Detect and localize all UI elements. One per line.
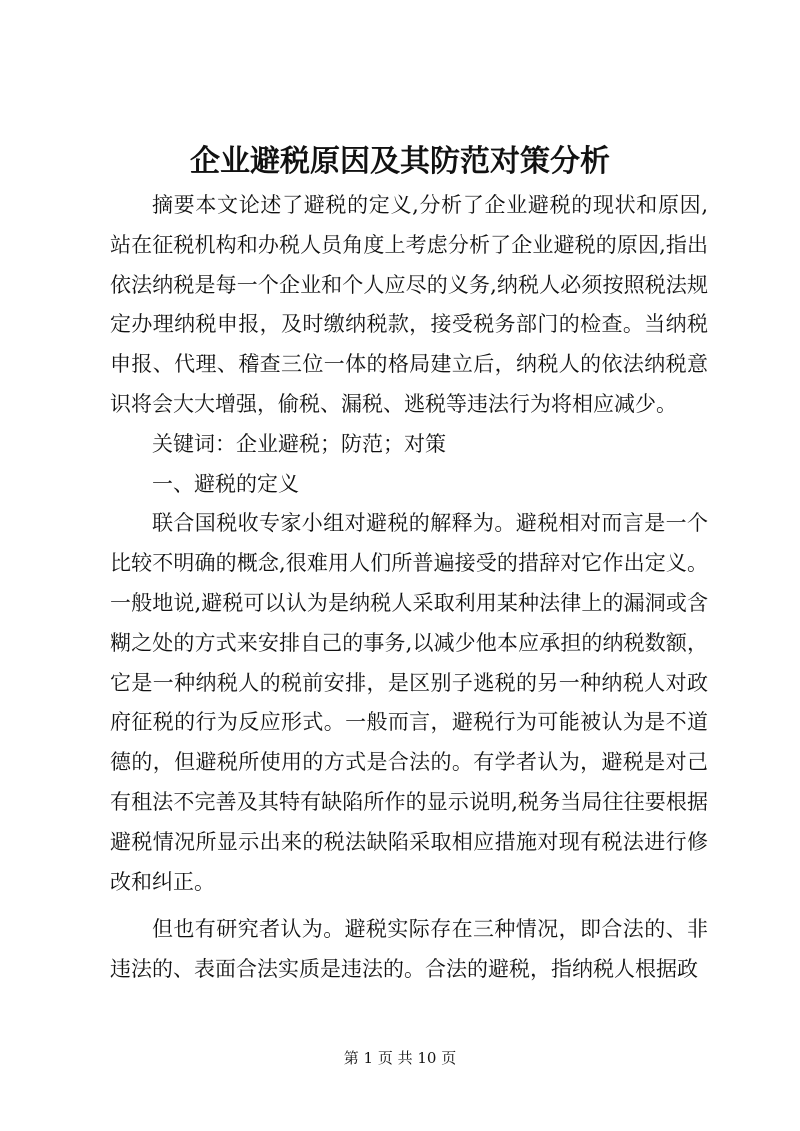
definition-paragraph: 联合国税收专家小组对避税的解释为。避税相对而言是一个比较不明确的概念,很难用人们所普遍接受的措辞对它作出定义。一般地说,避税可以认为是纳税人采取利用某种法律上的漏洞或含糊之处的方式来安排自己的事务,以减少他本应承担的纳税数额，它是一种纳税人的税前安排，是区别子逃税的另一种纳税人对政府征税的行为反应形式。一般而言，避税行为可能被认为是不道德的，但避税所使用的方式是合法的。有学者认为，避税是对己有租法不完善及其特有缺陷所作的显示说明,税务当局往往要根据避税情况所显示出来的税法缺陷采取相应措施对现有税法进行修改和纠正。	[110, 511, 708, 894]
document-body	[110, 186, 708, 990]
research-paragraph: 但也有研究者认为。避税实际存在三种情况，即合法的、非违法的、表面合法实质是违法的。合法的避税，指纳税人根据政	[110, 917, 708, 982]
keywords-paragraph: 关键词：企业避税；防范；对策	[152, 431, 446, 456]
section-heading-definition: 一、避税的定义	[152, 471, 299, 496]
abstract-paragraph: 摘要本文论述了避税的定义,分析了企业避税的现状和原因,站在征税机构和办税人员角度上考虑分析了企业避税的原因,指出依法纳税是每一个企业和个人应尽的义务,纳税人必须按照税法规定办理纳税申报，及时缴纳税款，接受税务部门的检查。当纳税申报、代理、稽查三位一体的格局建立后，纳税人的依法纳税意识将会大大增强，偷税、漏税、逃税等违法行为将相应减少。	[110, 193, 708, 416]
document-title: 企业避税原因及其防范对策分析	[190, 144, 610, 179]
page-footer: 第 1 页 共 10 页	[343, 1049, 457, 1067]
